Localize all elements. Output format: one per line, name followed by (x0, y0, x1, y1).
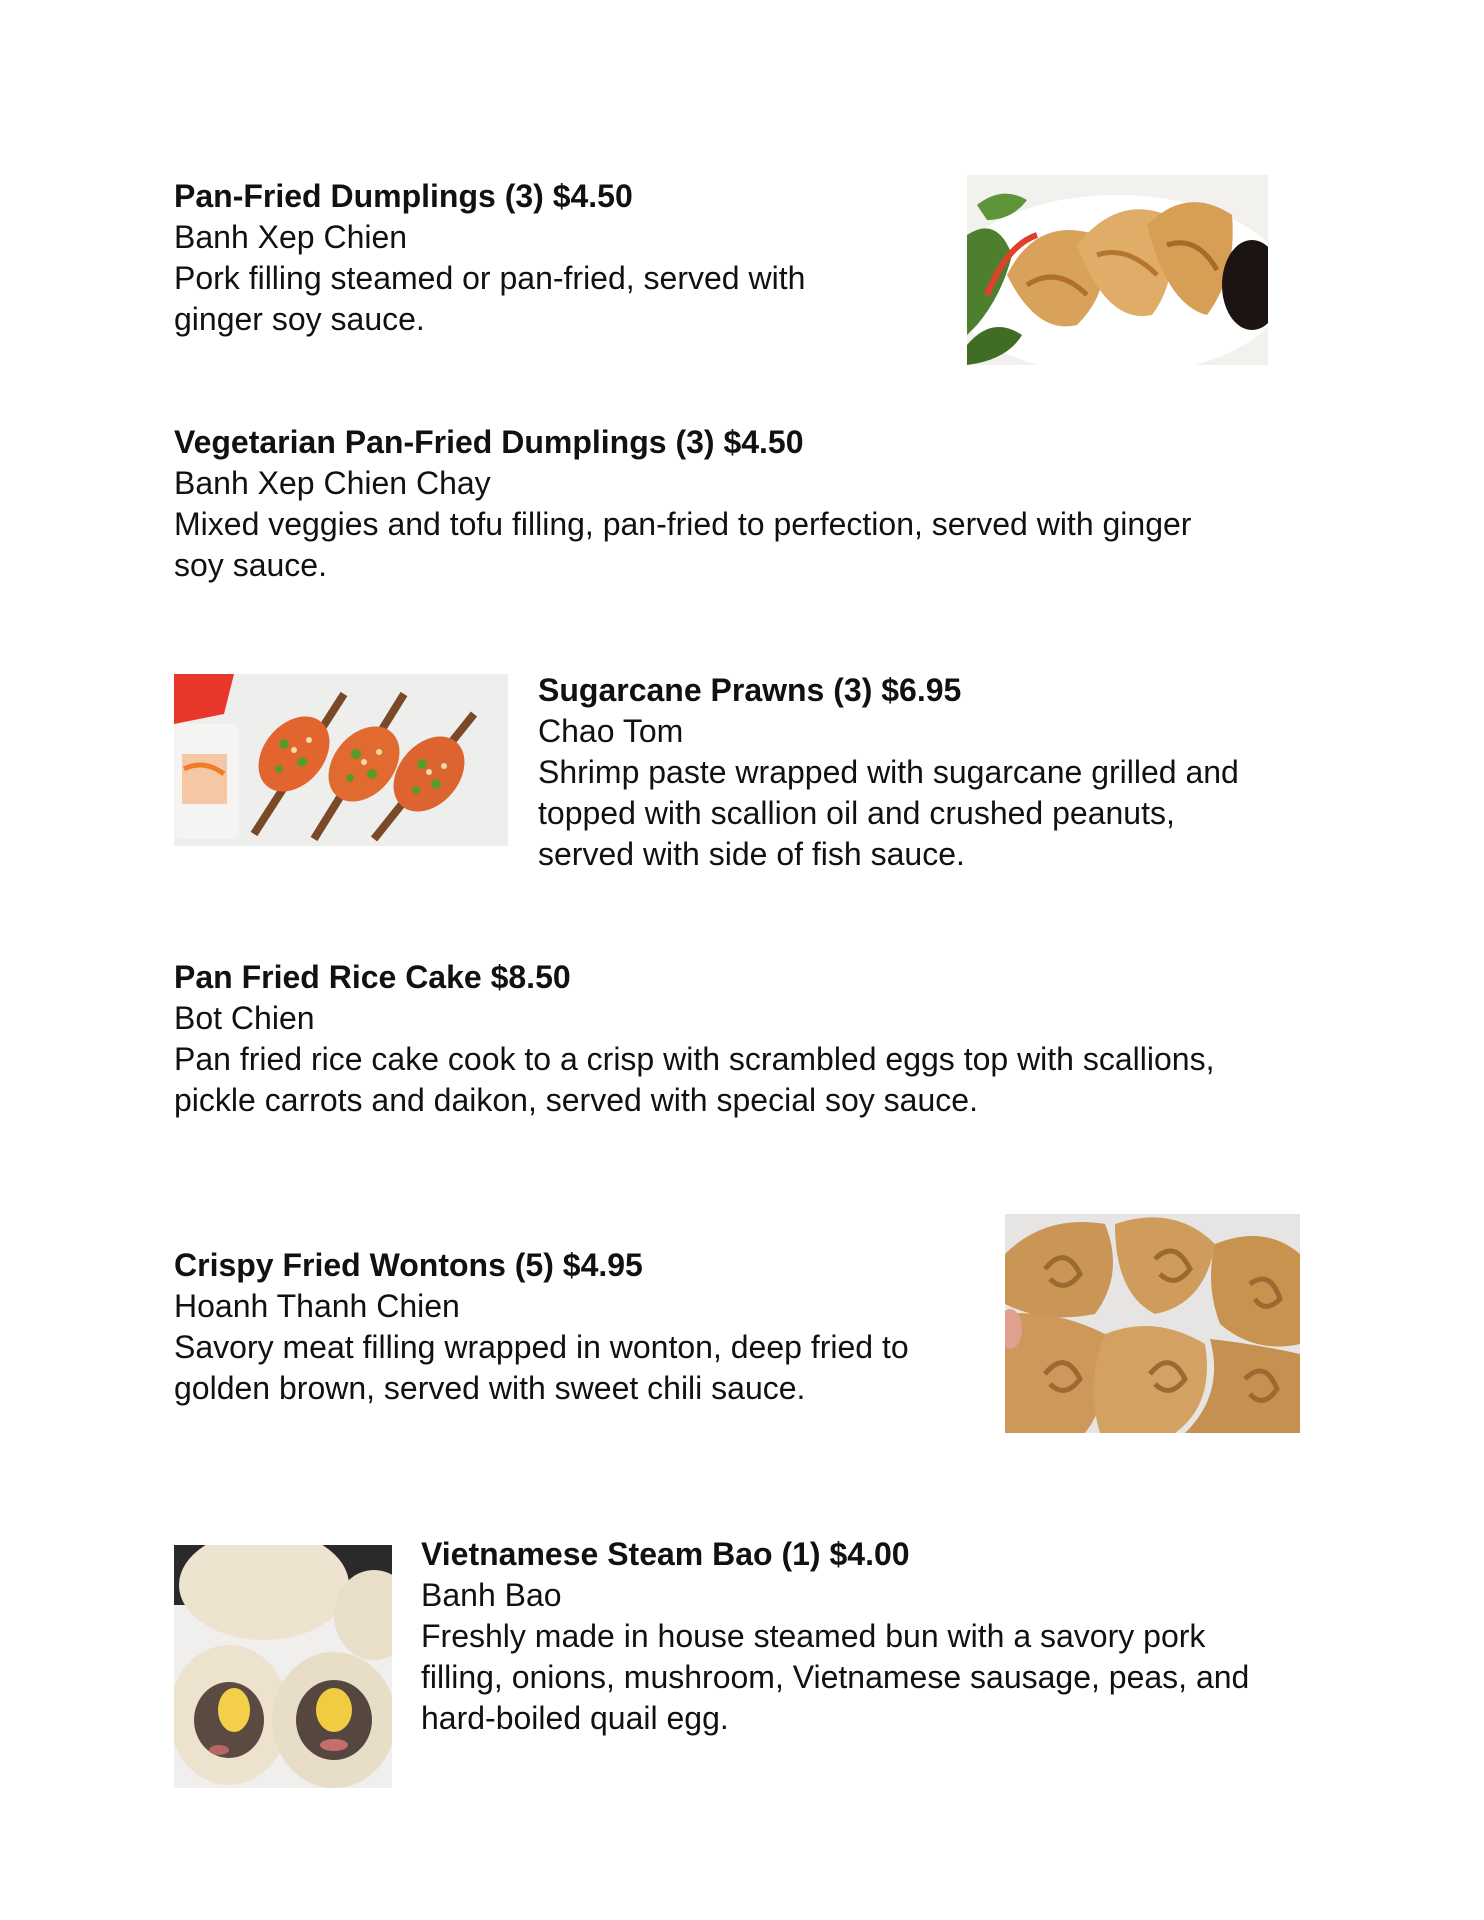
item-vietnamese-name: Banh Xep Chien Chay (174, 465, 491, 501)
item-description-line: served with side of fish sauce. (538, 836, 965, 872)
item-title: Vegetarian Pan-Fried Dumplings (3) $4.50 (174, 424, 804, 460)
item-description-line: pickle carrots and daikon, served with special soy sauce. (174, 1082, 978, 1118)
item-description-line: ginger soy sauce. (174, 301, 425, 337)
item-description-line: Savory meat filling wrapped in wonton, deep fried to (174, 1329, 909, 1365)
item-vietnamese-name: Bot Chien (174, 1000, 315, 1036)
steam-bao-photo (174, 1545, 392, 1788)
item-title: Crispy Fried Wontons (5) $4.95 (174, 1247, 643, 1283)
wontons-photo (1005, 1214, 1300, 1433)
item-vietnamese-name: Banh Bao (421, 1577, 562, 1613)
menu-item-vietnamese-steam-bao (421, 1534, 1321, 1739)
item-title: Vietnamese Steam Bao (1) $4.00 (421, 1536, 910, 1572)
item-vietnamese-name: Banh Xep Chien (174, 219, 408, 255)
item-title: Pan-Fried Dumplings (3) $4.50 (174, 178, 633, 214)
item-description-line: Pan fried rice cake cook to a crisp with scrambled eggs top with scallions, (174, 1041, 1215, 1077)
menu-item-crispy-fried-wontons (174, 1245, 974, 1409)
item-description-line: filling, onions, mushroom, Vietnamese sausage, peas, and (421, 1659, 1250, 1695)
item-description-line: golden brown, served with sweet chili sauce. (174, 1370, 806, 1406)
item-description-line: Shrimp paste wrapped with sugarcane grilled and (538, 754, 1239, 790)
item-title: Sugarcane Prawns (3) $6.95 (538, 672, 962, 708)
item-description-line: Freshly made in house steamed bun with a savory pork (421, 1618, 1206, 1654)
item-description-line: topped with scallion oil and crushed peanuts, (538, 795, 1175, 831)
dumplings-photo (967, 175, 1268, 365)
item-title: Pan Fried Rice Cake $8.50 (174, 959, 571, 995)
item-vietnamese-name: Hoanh Thanh Chien (174, 1288, 460, 1324)
item-description-line: Mixed veggies and tofu filling, pan-fried to perfection, served with ginger (174, 506, 1192, 542)
menu-item-pan-fried-dumplings (174, 176, 874, 340)
menu-item-sugarcane-prawns (538, 670, 1328, 875)
item-description-line: Pork filling steamed or pan-fried, served with (174, 260, 806, 296)
menu-item-vegetarian-dumplings (174, 422, 1324, 586)
item-description-line: soy sauce. (174, 547, 327, 583)
item-description-line: hard-boiled quail egg. (421, 1700, 729, 1736)
menu-item-pan-fried-rice-cake (174, 957, 1324, 1121)
item-vietnamese-name: Chao Tom (538, 713, 684, 749)
sugarcane-prawns-photo (174, 674, 508, 846)
